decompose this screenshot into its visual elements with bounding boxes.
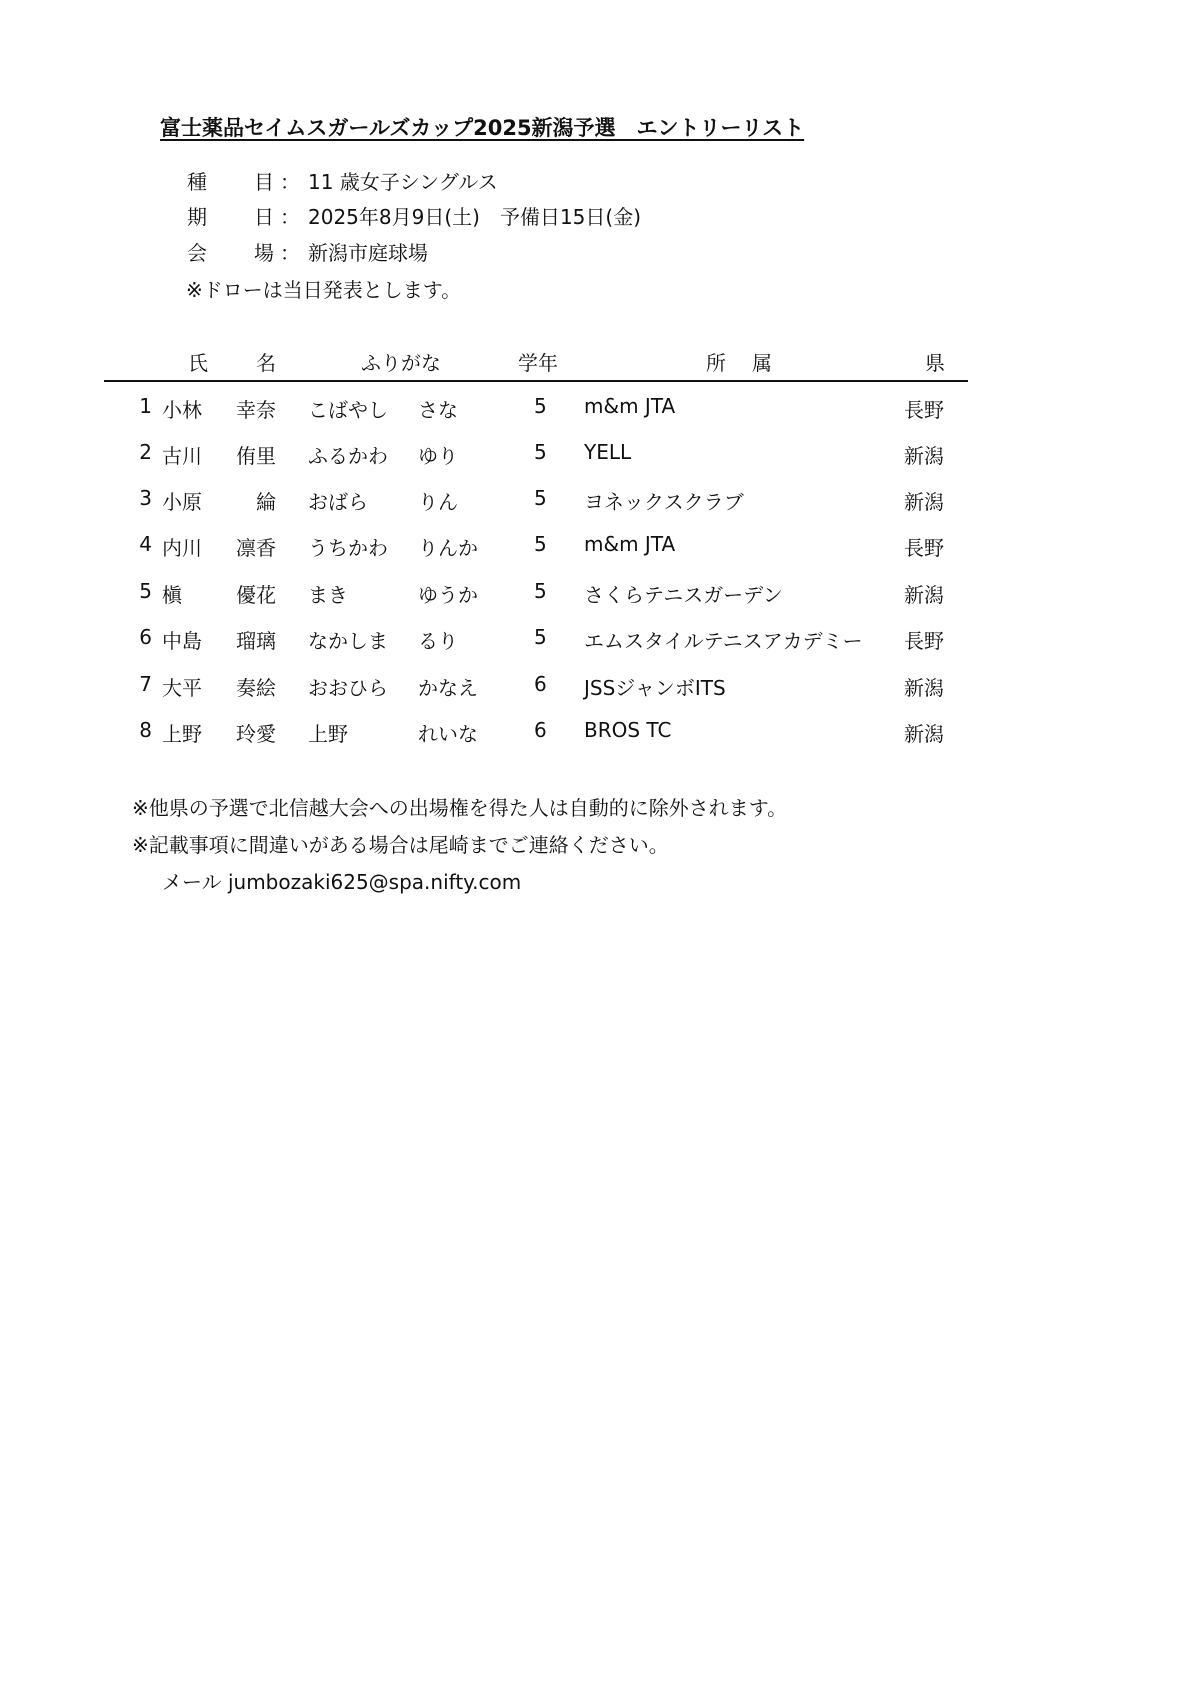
info-date-label-a: 期 [187,205,207,229]
entry-kana-family: 上野 [308,722,348,746]
entry-kana-given: ゆり [418,444,458,468]
entry-grade: 5 [534,625,547,649]
document-title: 富士薬品セイムスガールズカップ2025新潟予選 エントリーリスト [160,116,805,140]
entry-kana-given: ゆうか [418,583,478,607]
table-row [0,718,1200,748]
entry-club: BROS TC [584,718,672,742]
entry-given-name: 優花 [236,583,276,607]
entry-number: 8 [139,718,152,742]
info-date-colon: ： [280,205,300,229]
info-venue-value: 新潟市庭球場 [308,241,428,265]
header-pref: 県 [925,351,945,375]
entry-number: 7 [139,672,152,696]
info-event-label-b: 目 [254,170,274,194]
entry-grade: 6 [534,672,547,696]
info-date-label-b: 日 [254,205,274,229]
entry-grade: 5 [534,486,547,510]
entry-given-name: 瑠璃 [236,629,276,653]
entry-given-name: 玲愛 [236,722,276,746]
entry-number: 3 [139,486,152,510]
entry-family-name: 内川 [162,536,202,560]
entry-kana-family: ふるかわ [308,444,388,468]
info-date-value: 2025年8月9日(土) 予備日15日(金) [308,205,642,229]
header-name-b: 名 [256,351,276,375]
table-row [0,486,1200,516]
entry-given-name: 幸奈 [236,398,276,422]
entry-kana-family: うちかわ [308,536,388,560]
entry-kana-family: こばやし [308,398,388,422]
footnote-exclusion: ※他県の予選で北信越大会への出場権を得た人は自動的に除外されます。 [132,796,788,820]
entry-family-name: 中島 [162,629,202,653]
table-row [0,532,1200,562]
entry-family-name: 小原 [162,490,202,514]
info-venue-colon: ： [280,241,300,265]
entry-grade: 5 [534,440,547,464]
entry-number: 2 [139,440,152,464]
entry-grade: 5 [534,394,547,418]
entry-club: さくらテニスガーデン [584,583,783,607]
entry-prefecture: 新潟 [904,676,944,700]
draw-notice: ※ドローは当日発表とします。 [186,278,462,302]
entry-club: m&m JTA [584,532,676,556]
entry-club: エムスタイルテニスアカデミー [584,629,863,653]
entry-given-name: 奏絵 [236,676,276,700]
entry-number: 4 [139,532,152,556]
entry-kana-given: りんか [418,536,478,560]
entry-given-name: 凛香 [236,536,276,560]
entry-family-name: 大平 [162,676,202,700]
entry-family-name: 槇 [162,583,182,607]
entry-kana-family: おおひら [308,676,388,700]
entry-given-name: 侑里 [236,444,276,468]
header-grade: 学年 [518,351,558,375]
entry-club: m&m JTA [584,394,676,418]
contact-email[interactable]: メール jumbozaki625@spa.nifty.com [162,870,522,894]
entry-number: 5 [139,579,152,603]
entry-kana-family: なかしま [308,629,388,653]
table-header [0,347,1200,377]
entry-grade: 5 [534,532,547,556]
entry-kana-given: りん [418,490,458,514]
info-event-value: 11 歳女子シングルス [308,170,498,194]
info-venue-label-b: 場 [254,241,274,265]
table-row [0,579,1200,609]
entry-club: JSSジャンボITS [584,676,726,700]
entry-prefecture: 新潟 [904,583,944,607]
entry-grade: 5 [534,579,547,603]
entry-club: YELL [584,440,632,464]
entry-number: 6 [139,625,152,649]
table-row [0,672,1200,702]
entry-prefecture: 新潟 [904,722,944,746]
entry-family-name: 古川 [162,444,202,468]
entry-family-name: 上野 [162,722,202,746]
entry-club: ヨネックスクラブ [584,490,744,514]
entry-grade: 6 [534,718,547,742]
entry-kana-given: れいな [418,722,478,746]
entry-kana-given: さな [418,398,458,422]
header-kana: ふりがな [361,351,441,375]
info-event-label-a: 種 [187,170,207,194]
header-club-b: 属 [752,351,772,375]
header-name-a: 氏 [188,351,208,375]
entry-kana-given: かなえ [418,676,478,700]
table-row [0,394,1200,424]
entry-prefecture: 長野 [904,629,944,653]
entry-given-name: 綸 [256,490,276,514]
entry-family-name: 小林 [162,398,202,422]
table-row [0,440,1200,470]
entry-prefecture: 新潟 [904,490,944,514]
entry-prefecture: 長野 [904,398,944,422]
entry-prefecture: 長野 [904,536,944,560]
table-row [0,625,1200,655]
header-club-a: 所 [706,351,726,375]
entry-kana-given: るり [418,629,458,653]
info-event-colon: ： [280,170,300,194]
entry-number: 1 [139,394,152,418]
entry-kana-family: まき [308,583,348,607]
header-divider [104,380,968,382]
footnote-contact: ※記載事項に間違いがある場合は尾崎までご連絡ください。 [132,833,669,857]
entry-kana-family: おばら [308,490,368,514]
entry-prefecture: 新潟 [904,444,944,468]
info-venue-label-a: 会 [187,241,207,265]
